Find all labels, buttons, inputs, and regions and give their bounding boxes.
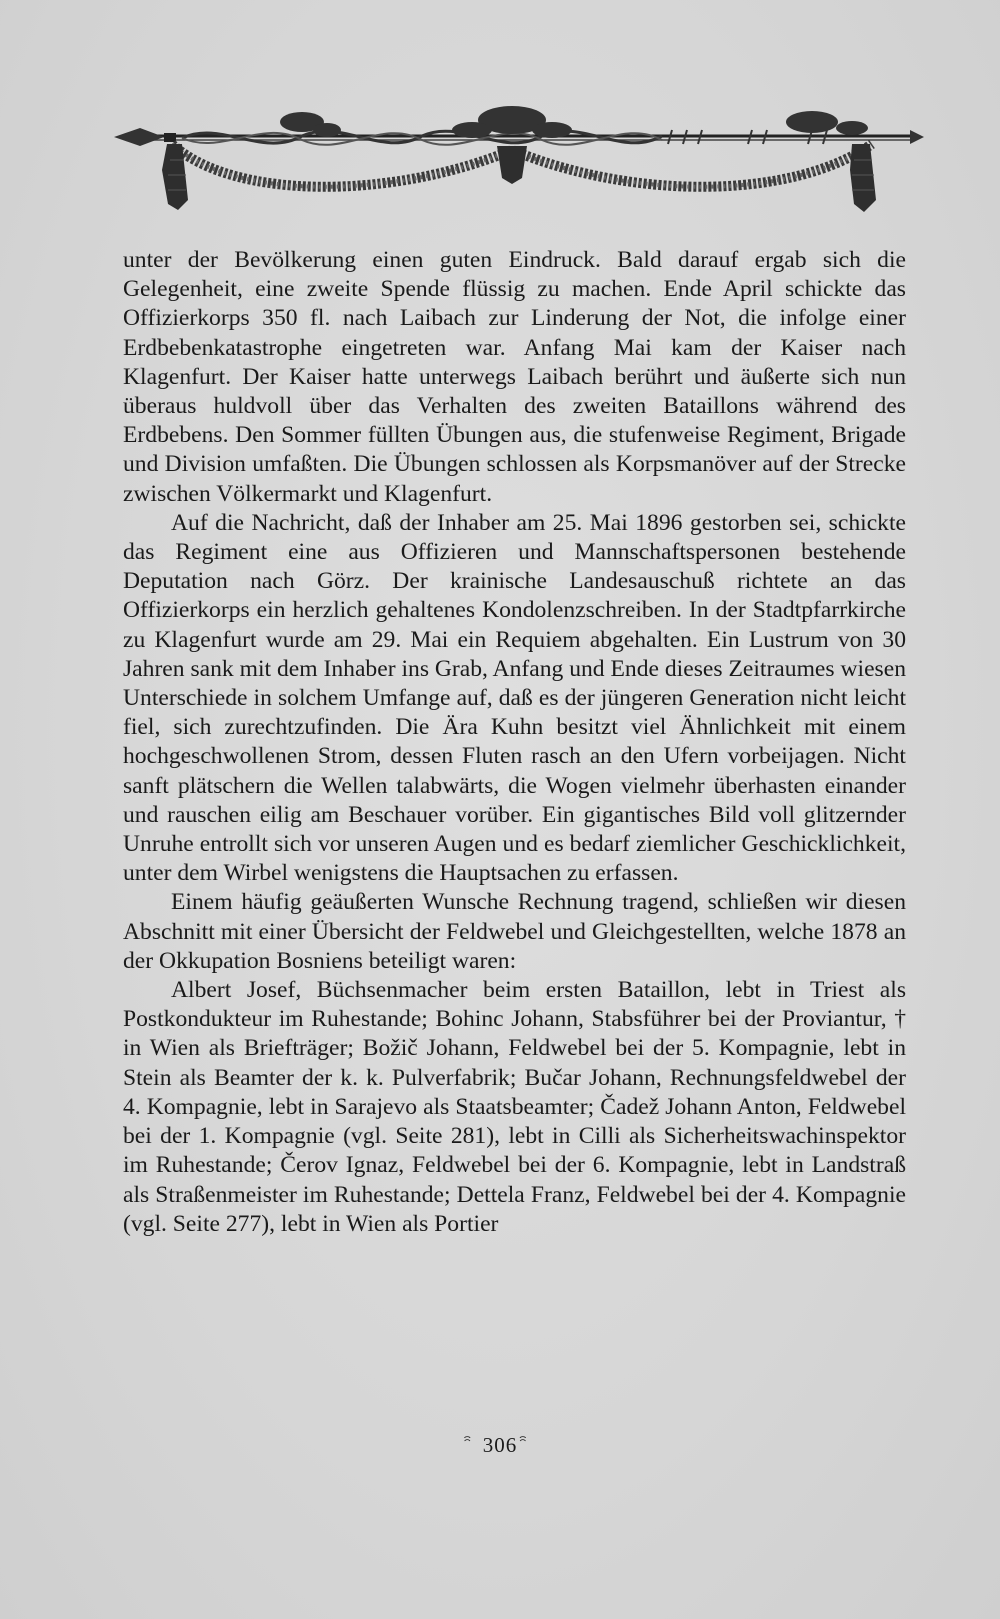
paragraph-3: Einem häufig geäußerten Wunsche Rechnung tragend, schließen wir diesen Abschnitt mit einer Übersicht der Feldwebel und Gleichgestellten, welche 1878 an der Okkupation Bosniens beteiligt waren: (123, 889, 906, 974)
page-number-footer (0, 1433, 1000, 1458)
body-text (123, 246, 906, 1239)
paragraph-1: unter der Bevölkerung einen guten Eindruck. Bald darauf ergab sich die Gelegenheit, eine zweite Spende flüssig zu machen. Ende April schickte das Offizierkorps 350 fl. nach Laibach zur Linderung der Not, die infolge einer Erdbebenkatastrophe eingetreten war. Anfang Mai kam der Kaiser nach Klagenfurt. Der Kaiser hatte unterwegs Laibach berührt und äußerte sich nun überaus huldvoll über das Verhalten des zweiten Bataillons während des Erdbebens. Den Sommer füllten Übungen aus, die stufenweise Regiment, Brigade und Division umfaßten. Die Übungen schlossen als Korpsmanöver auf der Strecke zwischen Völkermarkt und Klagenfurt. (123, 247, 906, 507)
page-number: 306 (482, 1433, 518, 1457)
paragraph-2: Auf die Nachricht, daß der Inhaber am 25. Mai 1896 gestorben sei, schickte das Regiment eine aus Offizieren und Mannschaftspersonen bestehende Deputation nach Görz. Der krainische Landesauschuß richtete an das Offizierkorps ein herzlich gehaltenes Kondolenzschreiben. In der Stadtpfarrkirche zu Klagenfurt wurde am 29. Mai ein Requiem abgehalten. Ein Lustrum von 30 Jahren sank mit dem Inhaber ins Grab, Anfang und Ende dieses Zeitraumes wiesen Unterschiede in solchem Umfange auf, daß es der jüngeren Generation nicht leicht fiel, sich zurechtzufinden. Die Ära Kuhn besitzt viel Ähnlichkeit mit einem hochgeschwollenen Strom, dessen Fluten rasch an den Ufern vorbeijagen. Nicht sanft plätschern die Wellen talabwärts, die Wogen vielmehr überhasten einander und rauschen eilig am Beschauer vorüber. Ein gigantisches Bild voll glitzernder Unruhe entrollt sich vor unseren Augen und es bedarf ziemlicher Geschicklichkeit, unter dem Wirbel wenigstens die Hauptsachen zu erfassen. (123, 509, 906, 887)
paragraph-4: Albert Josef, Büchsenmacher beim ersten Bataillon, lebt in Triest als Postkondukteur im Ruhestande; Bohinc Johann, Stabsführer bei der Proviantur, † in Wien als Briefträger; Božič Johann, Feldwebel bei der 5. Kompagnie, lebt in Stein als Beamter der k. k. Pulverfabrik; Bučar Johann, Rechnungsfeldwebel der 4. Kompagnie, lebt in Sarajevo als Staatsbeamter; Čadež Johann Anton, Feldwebel bei der 1. Kompagnie (vgl. Seite 281), lebt in Cilli als Sicherheitswachinspektor im Ruhestande; Čerov Ignaz, Feldwebel bei der 6. Kompagnie, lebt in Landstraß als Straßenmeister im Ruhestande; Dettela Franz, Feldwebel bei der 4. Kompagnie (vgl. Seite 277), lebt in Wien als Portier (123, 977, 906, 1237)
ornament-left-icon: ꩰ (471, 1437, 473, 1454)
garland-spear-ornament-icon (112, 100, 924, 215)
ornament-right-icon: ꩰ (527, 1437, 529, 1454)
